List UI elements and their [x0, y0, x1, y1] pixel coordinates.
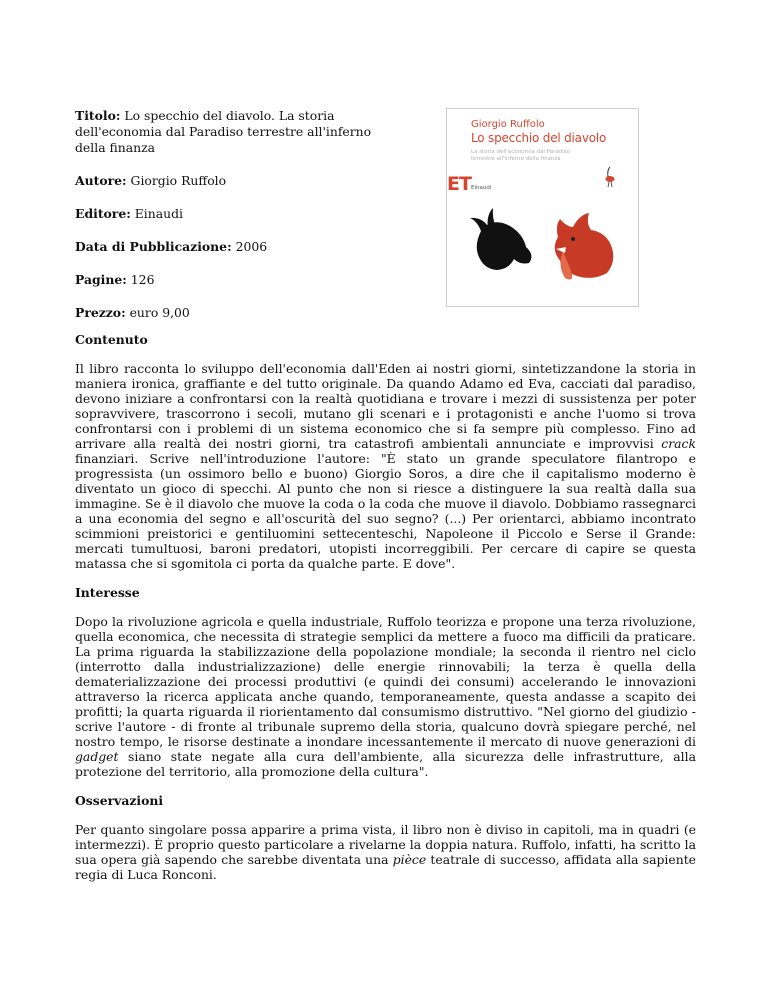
autore-label: Autore:	[75, 173, 127, 188]
data-value: 2006	[231, 239, 268, 254]
autore-value: Giorgio Ruffolo	[126, 173, 227, 188]
heading-osservazioni: Osservazioni	[75, 793, 164, 808]
pagine-value: 126	[126, 272, 155, 287]
meta-editore	[75, 206, 375, 222]
contenuto-text-1: Il libro racconta lo sviluppo dell'economia dall'Eden ai nostri giorni, sintetizzandone la storia in maniera ironica, graffiante e del tutto originale. Da quando Adamo ed Eva, cacciati dal paradiso, devono iniziare a confrontarsi con la realtà quotidiana e trovare i mezzi di sussistenza per poter sopravvivere, trascorrono i secoli, mutano gli scenari e i protagonisti e anche l'uomo si trova confrontarsi con i problemi di un sistema economico che si fa sempre più complesso. Fino ad arrivare alla realtà dei nostri giorni, tra catastrofi ambientali annunciate e improvvisi	[75, 361, 696, 451]
cover-subtitle: La storia dell'economia dal Paradiso terrestre all'inferno della finanza	[471, 149, 571, 162]
contenuto-emphasis: crack	[661, 436, 696, 451]
editore-label: Editore:	[75, 206, 131, 221]
titolo-value: Lo specchio del diavolo. La storia dell'economia dal Paradiso terrestre all'inferno della finanza	[75, 108, 372, 155]
meta-titolo	[75, 108, 375, 156]
osservazioni-text-2: teatrale di successo, affidata alla sapiente regia di Luca Ronconi.	[75, 852, 697, 882]
osservazioni-emphasis: pièce	[392, 852, 427, 867]
editore-value: Einaudi	[130, 206, 183, 221]
review-body	[75, 332, 696, 896]
book-cover	[446, 108, 639, 307]
meta-pagine	[75, 272, 375, 288]
cover-title: Lo specchio del diavolo	[471, 131, 607, 145]
cover-author: Giorgio Ruffolo	[471, 119, 545, 130]
paragraph-osservazioni	[75, 822, 696, 882]
pagine-label: Pagine:	[75, 272, 127, 287]
osservazioni-text-1: Per quanto singolare possa apparire a prima vista, il libro non è diviso in capitoli, ma in quadri (e intermezzi). È proprio questo particolare a rivelarne la doppia natura. Ruffolo, infatti, ha scritto la sua opera già sapendo che sarebbe diventata una	[75, 822, 696, 867]
data-label: Data di Pubblicazione:	[75, 239, 232, 254]
heading-contenuto: Contenuto	[75, 332, 148, 347]
heading-interesse: Interesse	[75, 585, 140, 600]
interesse-text-1: Dopo la rivoluzione agricola e quella industriale, Ruffolo teorizza e propone una terza rivoluzione, quella economica, che necessita di strategie semplici da mettere a fuoco ma difficili da praticare. La prima riguarda la stabilizzazione della popolazione mondiale; la seconda il rientro nel ciclo (interrotto dalla industrializzazione) delle energie rinnovabili; la terza è quella della dematerializzazione dei processi produttivi (e quindi dei consumi) accelerando le innovazioni attraverso la ricerca applicata anche quando, temporaneamente, questa andasse a scapito dei profitti; la quarta riguarda il riorientamento dal consumismo distruttivo. "Nel giorno del giudizio - scrive l'autore - di fronte al tribunale supremo della storia, qualcuno dovrà spiegare perché, nel nostro tempo, le risorse destinate a inondare incessantemente il mercato di nuove generazioni di	[75, 614, 696, 749]
cover-series-logo: ET	[447, 173, 471, 195]
interesse-text-2: siano state negate alla cura dell'ambiente, alla sicurezza delle infrastrutture, alla protezione del territorio, alla promozione della cultura".	[75, 749, 696, 779]
prezzo-value: euro 9,00	[125, 305, 190, 320]
black-devil-figure	[470, 208, 531, 270]
contenuto-text-2: finanziari. Scrive nell'introduzione l'autore: "È stato un grande speculatore filantropo e progressista (un ossimoro bello e buono) Giorgio Soros, a dire che il capitalismo moderno è diventato un gioco di specchi. Al punto che non si riesce a distinguere la sua realtà dalla sua immagine. Se è il diavolo che muove la coda o la coda che muove il diavolo. Dobbiamo rassegnarci a una economia del segno e all'oscurità del suo segno? (...) Per orientarci, abbiamo incontrato scimmioni preistorici e gentiluomini settecenteschi, Napoleone il Piccolo e Serse il Grande: mercati tumultuosi, baroni predatori, utopisti incorreggibili. Per cercare di capire se questa matassa che si sgomitola ci porta da qualche parte. E dove".	[75, 451, 696, 571]
meta-autore	[75, 173, 375, 189]
red-devil-figure	[555, 213, 614, 279]
meta-data	[75, 239, 375, 255]
ostrich-logo-icon	[606, 167, 615, 187]
book-metadata	[75, 108, 375, 338]
paragraph-contenuto	[75, 361, 696, 571]
meta-prezzo	[75, 305, 375, 321]
paragraph-interesse	[75, 614, 696, 779]
prezzo-label: Prezzo:	[75, 305, 126, 320]
interesse-emphasis: gadget	[75, 749, 119, 764]
titolo-label: Titolo:	[75, 108, 121, 123]
cover-publisher: Einaudi	[471, 185, 492, 191]
